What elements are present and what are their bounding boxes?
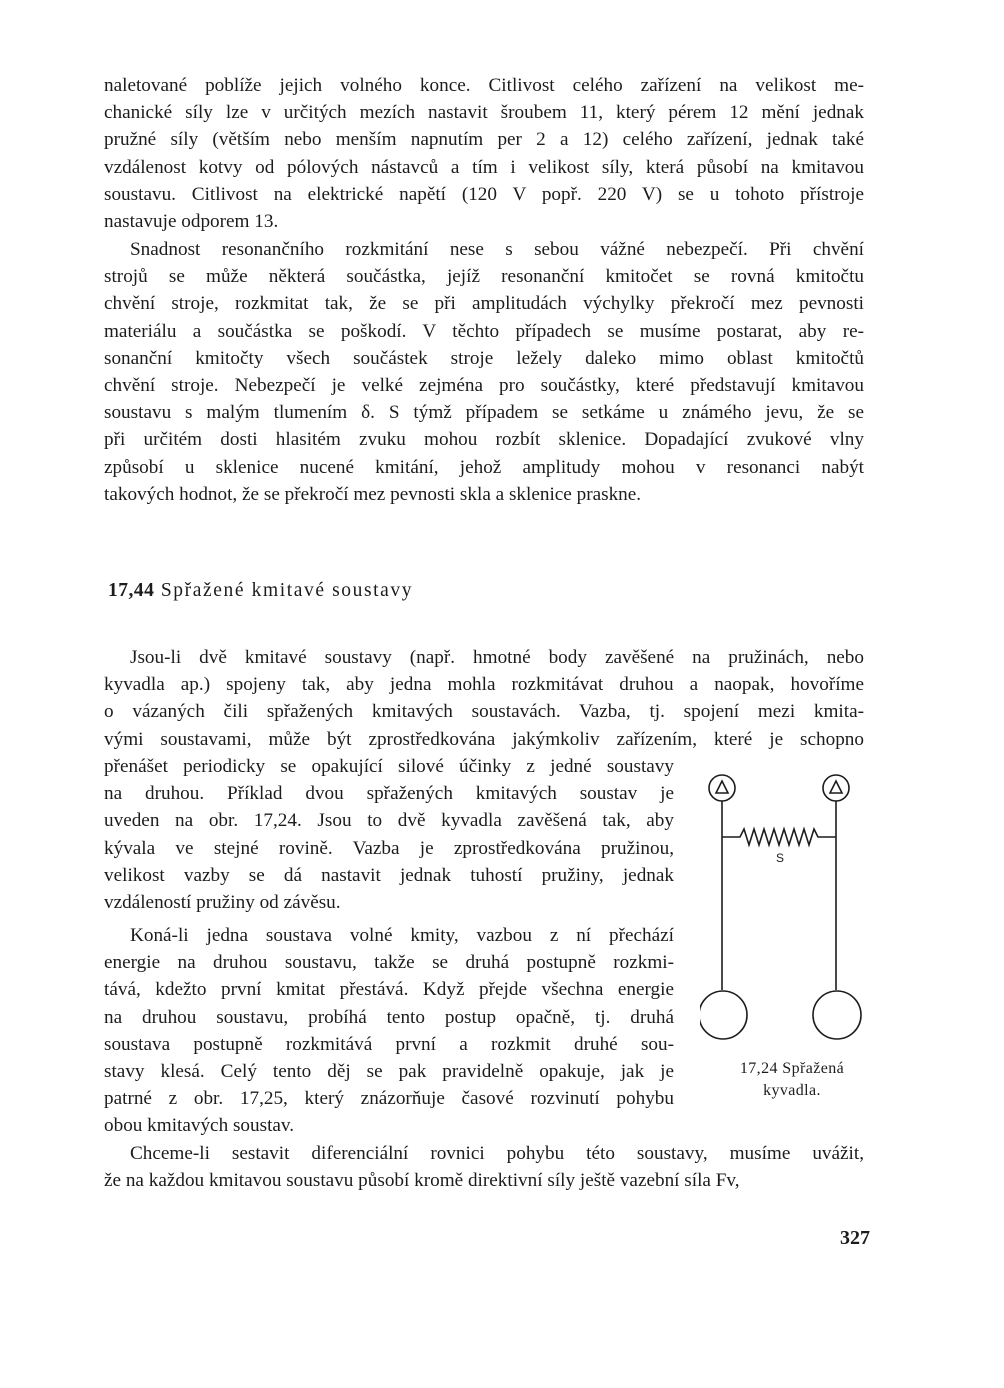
text-line: takových hodnot, že se překročí mez pevnosti skla a sklenice praskne. bbox=[104, 483, 642, 505]
text-line: Jsou-li dvě kmitavé soustavy (např. hmotné body zavěšené na pružinách, nebo bbox=[130, 647, 864, 668]
left-pendulum-bob bbox=[700, 991, 747, 1039]
text-line: kyvadla ap.) spojeny tak, aby jedna mohla rozkmitávat druhou a naopak, hovoříme bbox=[104, 674, 864, 696]
figure-caption bbox=[712, 1058, 872, 1102]
page-number: 327 bbox=[840, 1227, 870, 1249]
text-line: na druhou soustavu, probíhá tento postup opačně, tj. druhá bbox=[104, 1006, 674, 1028]
paragraph-coupled-systems-cont bbox=[104, 753, 674, 916]
text-line: soustava postupně rozkmitává první a rozkmit druhé sou- bbox=[104, 1033, 674, 1055]
caption-line1: Spřažená bbox=[782, 1060, 845, 1077]
text-line: kývala ve stejné rovině. Vazba je zprostředkována pružinou, bbox=[104, 837, 674, 859]
text-line: strojů se může některá součástka, jejíž resonanční kmitočet se rovná kmitočtu bbox=[104, 266, 864, 288]
paragraph-differential-equation bbox=[104, 1140, 864, 1194]
paragraph-resonance-danger bbox=[104, 236, 864, 508]
text-line: na druhou. Příklad dvou spřažených kmitavých soustav je bbox=[104, 783, 674, 805]
text-line: stavy klesá. Celý tento děj se pak pravidelně opakuje, jak je bbox=[104, 1061, 674, 1083]
text-line: způsobí u sklenice nucené kmitání, jehož amplitudy mohou v resonanci nabýt bbox=[104, 456, 864, 478]
text-line: chvění stroje, rozkmitat tak, že se při amplitudách výchylky překročí mez pevnosti bbox=[104, 293, 864, 315]
coupling-spring bbox=[722, 829, 836, 845]
section-number: 17,44 bbox=[108, 580, 155, 601]
text-line: tává, kdežto první kmitat přestává. Když přejde všechna energie bbox=[104, 979, 674, 1001]
text-line: vzdálenost kotvy od pólových nástavců a tím i velikost síly, která působí na kmitavou bbox=[104, 156, 864, 178]
text-line: soustavu s malým tlumením δ. S týmž případem se setkáme u známého jevu, že se bbox=[104, 402, 864, 424]
caption-number: 17,24 bbox=[739, 1060, 778, 1077]
text-line: při určitém dosti hlasitém zvuku mohou rozbít sklenice. Dopadající zvukové vlny bbox=[104, 429, 864, 451]
text-line: obou kmitavých soustav. bbox=[104, 1115, 295, 1137]
left-pivot bbox=[709, 775, 735, 801]
text-line: patrné z obr. 17,25, který znázorňuje časové rozvinutí pohybu bbox=[104, 1088, 674, 1110]
paragraph-sensitivity bbox=[104, 72, 864, 235]
text-line: přenášet periodicky se opakující silové účinky z jedné soustavy bbox=[104, 756, 674, 777]
text-line: sonanční kmitočty všech součástek stroje ležely daleko mimo oblast kmitočtů bbox=[104, 347, 864, 369]
caption-line2: kyvadla. bbox=[763, 1082, 821, 1099]
text-line: nastavuje odporem 13. bbox=[104, 211, 279, 233]
text-line: Snadnost resonančního rozkmitání nese s sebou vážné nebezpečí. Při chvění bbox=[130, 239, 864, 260]
spring-label: S bbox=[776, 851, 785, 865]
text-line: materiálu a součástka se poškodí. V těchto případech se musíme postarat, aby re- bbox=[104, 320, 864, 342]
paragraph-coupled-systems bbox=[104, 644, 864, 753]
left-pivot-triangle bbox=[716, 781, 728, 793]
section-heading bbox=[108, 580, 413, 602]
text-line: vými soustavami, může být zprostředkována jakýmkoliv zařízením, které je schopno bbox=[104, 728, 864, 750]
text-line: že na každou kmitavou soustavu působí kromě direktivní síly ještě vazební síla Fv, bbox=[104, 1170, 740, 1192]
right-pendulum-bob bbox=[813, 991, 861, 1039]
text-line: energie na druhou soustavu, takže se druhá postupně rozkmi- bbox=[104, 952, 674, 974]
right-pivot-triangle bbox=[830, 781, 842, 793]
text-line: chvění stroje. Nebezpečí je velké zejména pro součástky, které představují kmitavou bbox=[104, 375, 864, 397]
text-line: naletované poblíže jejich volného konce. Citlivost celého zařízení na velikost me- bbox=[104, 75, 864, 96]
text-line: soustavu. Citlivost na elektrické napětí (120 V popř. 220 V) se u tohoto přístroje bbox=[104, 183, 864, 205]
text-line: o vázaných čili spřažených kmitavých soustavách. Vazba, tj. spojení mezi kmita- bbox=[104, 701, 864, 723]
text-line: chanické síly lze v určitých mezích nastavit šroubem 11, který pérem 12 mění jednak bbox=[104, 102, 864, 124]
paragraph-energy-transfer bbox=[104, 922, 674, 1140]
text-line: vzdáleností pružiny od závěsu. bbox=[104, 892, 341, 914]
text-line: Chceme-li sestavit diferenciální rovnici pohybu této soustavy, musíme uvážit, bbox=[130, 1143, 864, 1164]
right-pivot bbox=[823, 775, 849, 801]
text-line: Koná-li jedna soustava volné kmity, vazbou z ní přechází bbox=[130, 925, 674, 946]
section-title: Spřažené kmitavé soustavy bbox=[160, 580, 414, 601]
text-line: pružné síly (větším nebo menším napnutím per 2 a 12) celého zařízení, jednak také bbox=[104, 129, 864, 151]
text-line: uveden na obr. 17,24. Jsou to dvě kyvadla zavěšená tak, aby bbox=[104, 810, 674, 832]
text-line: velikost vazby se dá nastavit jednak tuhostí pružiny, jednak bbox=[104, 864, 674, 886]
